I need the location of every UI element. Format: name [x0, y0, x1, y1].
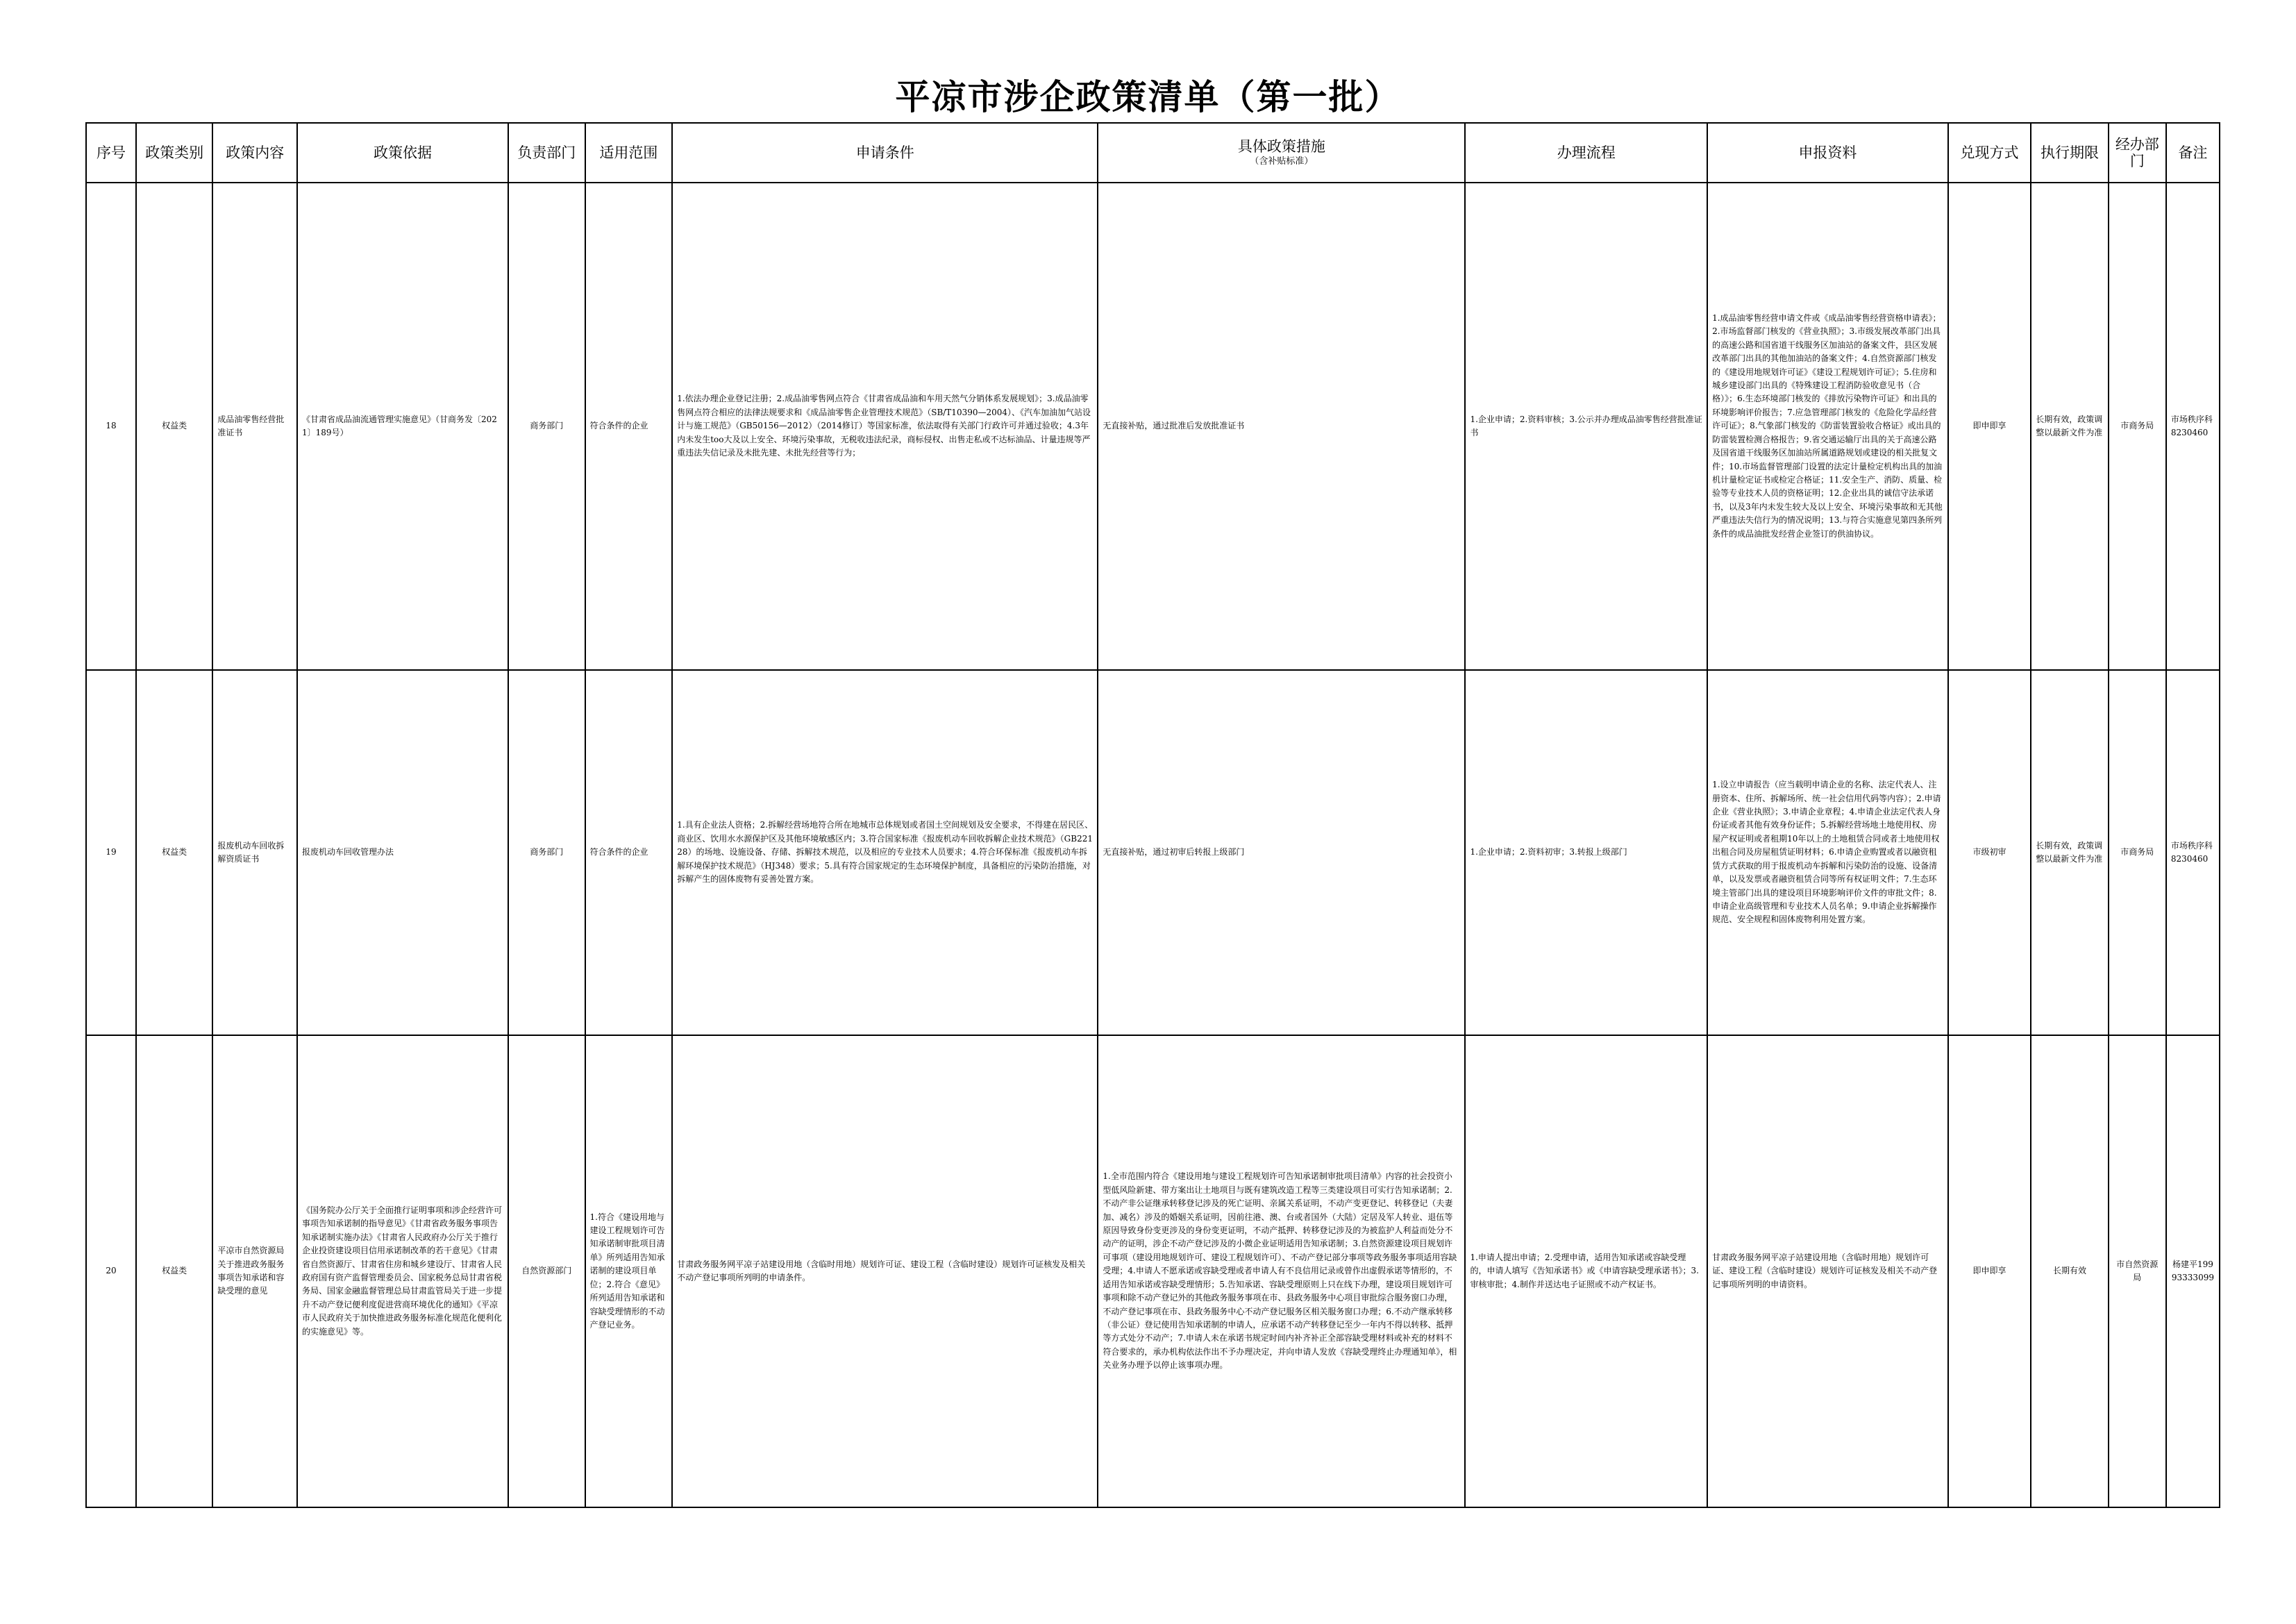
- cell-period: 长期有效: [2031, 1035, 2108, 1507]
- header-measures: [1098, 123, 1465, 183]
- cell-period: 长期有效，政策调整以最新文件为准: [2031, 183, 2108, 670]
- cell-content: 报废机动车回收拆解资质证书: [212, 670, 297, 1035]
- header-content: 政策内容: [212, 123, 297, 183]
- cell-materials: 1.成品油零售经营申请文件或《成品油零售经营资格申请表》；2.市场监督部门核发的《营业执照》；3.市级发展改革部门出具的高速公路和国省道干线服务区加油站的备案文件，县区发展改革部门出具的其他加油站的备案文件；4.自然资源部门核发的《建设用地规划许可证》《建设工程规划许可证》；5.住房和城乡建设部门出具的《特殊建设工程消防验收意见书（合格）》；6.生态环境部门核发的《排放污染物许可证》和出具的环境影响评价报告；7.应急管理部门核发的《危险化学品经营许可证》；8.气象部门核发的《防雷装置验收合格证》或出具的防雷装置检测合格报告；9.省交通运输厅出具的关于高速公路及国省道干线服务区加油站所属道路规划或建设的相关批复文件；10.市场监督管理部门设置的法定计量检定机构出具的加油机计量检定证书或检定合格证；11.安全生产、消防、质量、检验等专业技术人员的资格证明；12.企业出具的诚信守法承诺书，以及3年内未发生较大及以上安全、环境污染事故和无其他严重违法失信行为的情况说明；13.与符合实施意见第四条所列条件的成品油批发经营企业签订的供油协议。: [1707, 183, 1948, 670]
- cell-content: 成品油零售经营批准证书: [212, 183, 297, 670]
- cell-materials: 甘肃政务服务网平凉子站建设用地（含临时用地）规划许可证、建设工程（含临时建设）规划许可证核发及相关不动产登记事项所列明的申请资料。: [1707, 1035, 1948, 1507]
- cell-category: 权益类: [136, 1035, 212, 1507]
- table-row: [86, 670, 2220, 1035]
- cell-process: 1.申请人提出申请；2.受理申请，适用告知承诺或容缺受理的，申请人填写《告知承诺书》或《申请容缺受理承诺书》；3.审核审批；4.制作并送达电子证照或不动产权证书。: [1465, 1035, 1707, 1507]
- cell-category: 权益类: [136, 183, 212, 670]
- header-materials: 申报资料: [1707, 123, 1948, 183]
- header-dept: 负责部门: [508, 123, 585, 183]
- cell-measures: 无直接补贴，通过批准后发放批准证书: [1098, 183, 1465, 670]
- cell-conditions: 1.依法办理企业登记注册；2.成品油零售网点符合《甘肃省成品油和车用天然气分销体系发展规划》；3.成品油零售网点符合相应的法律法规要求和《成品油零售企业管理技术规范》（SB/T10390—2004）、《汽车加油加气站设计与施工规范》（GB50156—2012）（2014修订）等国家标准，依法取得有关部门行政许可并通过验收；4.3年内未发生too大及以上安全、环境污染事故，无税收违法纪录，商标侵权、出售走私或不达标油品、计量违规等严重违法失信记录及未批先建、未批先经营等行为；: [672, 183, 1098, 670]
- cell-handler: 市商务局: [2109, 670, 2166, 1035]
- cell-dept: 商务部门: [508, 183, 585, 670]
- cell-remarks: 市场秩序科8230460: [2166, 670, 2220, 1035]
- cell-seq: 18: [86, 183, 136, 670]
- header-seq: 序号: [86, 123, 136, 183]
- cell-method: 即申即享: [1948, 183, 2031, 670]
- header-category: 政策类别: [136, 123, 212, 183]
- table-row: [86, 1035, 2220, 1507]
- table-row: [86, 183, 2220, 670]
- cell-remarks: 杨建平19993333099: [2166, 1035, 2220, 1507]
- cell-basis: 《甘肃省成品油流通管理实施意见》（甘商务发〔2021〕189号）: [297, 183, 508, 670]
- cell-dept: 商务部门: [508, 670, 585, 1035]
- cell-category: 权益类: [136, 670, 212, 1035]
- header-scope: 适用范围: [585, 123, 673, 183]
- header-row: [86, 123, 2220, 183]
- cell-method: 市级初审: [1948, 670, 2031, 1035]
- cell-measures: 1.全市范围内符合《建设用地与建设工程规划许可告知承诺制审批项目清单》内容的社会投资小型低风险新建、带方案出让土地项目与既有建筑改造工程等三类建设项目可实行告知承诺制；2.不动产非公证继承转移登记涉及的死亡证明、亲属关系证明，不动产变更登记、转移登记（夫妻加、减名）涉及的婚姻关系证明，因前往港、澳、台或者国外（大陆）定居及军人转业、退伍等原因导致身份变更涉及的身份变更证明，不动产抵押、转移登记涉及的为被监护人利益而处分不动产的证明，涉企不动产登记涉及的小微企业证明适用告知承诺制；3.自然资源建设项目规划许可事项（建设用地规划许可、建设工程规划许可）、不动产登记部分事项等政务服务事项适用容缺受理；4.申请人不愿承诺或容缺受理或者申请人有不良信用记录或曾作出虚假承诺等情形的，不适用告知承诺或容缺受理情形；5.告知承诺、容缺受理原则上只在线下办理，建设项目规划许可事项和除不动产登记外的其他政务服务事项在市、县政务服务中心项目审批综合服务窗口办理，不动产登记事项在市、县政务服务中心不动产登记服务区相关服务窗口办理；6.不动产继承转移（非公证）登记使用告知承诺制的申请人，应承诺不动产转移登记至少一年内不得以转移、抵押等方式处分不动产；7.申请人未在承诺书规定时间内补齐补正全部容缺受理材料或补充的材料不符合要求的，承办机构依法作出不予办理决定，并向申请人发放《容缺受理终止办理通知单》，相关业务办理予以停止该事项办理。: [1098, 1035, 1465, 1507]
- cell-dept: 自然资源部门: [508, 1035, 585, 1507]
- page-title: 平凉市涉企政策清单（第一批）: [895, 76, 1401, 117]
- header-period: 执行期限: [2031, 123, 2108, 183]
- cell-period: 长期有效，政策调整以最新文件为准: [2031, 670, 2108, 1035]
- header-measures-label: 具体政策措施: [1237, 138, 1325, 156]
- cell-conditions: 1.具有企业法人资格；2.拆解经营场地符合所在地城市总体规划或者国土空间规划及安全要求，不得建在居民区、商业区、饮用水水源保护区及其他环境敏感区内；3.符合国家标准《报废机动车回收拆解企业技术规范》（GB22128）的场地、设施设备、存储、拆解技术规范，以及相应的专业技术人员要求；4.符合环保标准《报废机动车拆解环境保护技术规范》（HJ348）要求；5.具有符合国家规定的生态环境保护制度，具备相应的污染防治措施，对拆解产生的固体废物有妥善处置方案。: [672, 670, 1098, 1035]
- header-remarks: 备注: [2166, 123, 2220, 183]
- header-method: 兑现方式: [1948, 123, 2031, 183]
- header-process: 办理流程: [1465, 123, 1707, 183]
- cell-method: 即申即享: [1948, 1035, 2031, 1507]
- cell-remarks: 市场秩序科8230460: [2166, 183, 2220, 670]
- cell-scope: 符合条件的企业: [585, 670, 673, 1035]
- policy-table: [85, 122, 2220, 1508]
- cell-basis: 《国务院办公厅关于全面推行证明事项和涉企经营许可事项告知承诺制的指导意见》《甘肃省政务服务事项告知承诺制实施办法》《甘肃省人民政府办公厅关于推行企业投资建设项目信用承诺制改革的若干意见》《甘肃省自然资源厅、甘肃省住房和城乡建设厅、甘肃省人民政府国有资产监督管理委员会、国家税务总局甘肃省税务局、国家金融监督管理总局甘肃监管局关于进一步提升不动产登记便利度促进营商环境优化的通知》《平凉市人民政府关于加快推进政务服务标准化规范化便利化的实施意见》等。: [297, 1035, 508, 1507]
- cell-basis: 报废机动车回收管理办法: [297, 670, 508, 1035]
- cell-handler: 市商务局: [2109, 183, 2166, 670]
- cell-seq: 20: [86, 1035, 136, 1507]
- cell-seq: 19: [86, 670, 136, 1035]
- header-handler: 经办部门: [2109, 123, 2166, 183]
- cell-measures: 无直接补贴，通过初审后转报上级部门: [1098, 670, 1465, 1035]
- cell-handler: 市自然资源局: [2109, 1035, 2166, 1507]
- header-measures-sub: （含补贴标准）: [1250, 156, 1314, 167]
- cell-scope: 1.符合《建设用地与建设工程规划许可告知承诺制审批项目清单》所列适用告知承诺制的建设项目单位；2.符合《意见》所列适用告知承诺和容缺受理情形的不动产登记业务。: [585, 1035, 673, 1507]
- header-conditions: 申请条件: [672, 123, 1098, 183]
- cell-content: 平凉市自然资源局关于推进政务服务事项告知承诺和容缺受理的意见: [212, 1035, 297, 1507]
- cell-process: 1.企业申请；2.资料审核；3.公示并办理成品油零售经营批准证书: [1465, 183, 1707, 670]
- cell-conditions: 甘肃政务服务网平凉子站建设用地（含临时用地）规划许可证、建设工程（含临时建设）规划许可证核发及相关不动产登记事项所列明的申请条件。: [672, 1035, 1098, 1507]
- header-basis: 政策依据: [297, 123, 508, 183]
- cell-scope: 符合条件的企业: [585, 183, 673, 670]
- cell-materials: 1.设立申请报告（应当载明申请企业的名称、法定代表人、注册资本、住所、拆解场所、统一社会信用代码等内容）；2.申请企业《营业执照》；3.申请企业章程；4.申请企业法定代表人身份证或者其他有效身份证件；5.拆解经营场地土地使用权、房屋产权证明或者租期10年以上的土地租赁合同或者土地使用权出租合同及房屋租赁证明材料；6.申请企业购置或者以融资租赁方式获取的用于报废机动车拆解和污染防治的设施、设备清单，以及发票或者融资租赁合同等所有权证明文件；7.生态环境主管部门出具的建设项目环境影响评价文件的审批文件；8.申请企业高级管理和专业技术人员名单；9.申请企业拆解操作规范、安全规程和固体废物利用处置方案。: [1707, 670, 1948, 1035]
- cell-process: 1.企业申请；2.资料初审；3.转报上级部门: [1465, 670, 1707, 1035]
